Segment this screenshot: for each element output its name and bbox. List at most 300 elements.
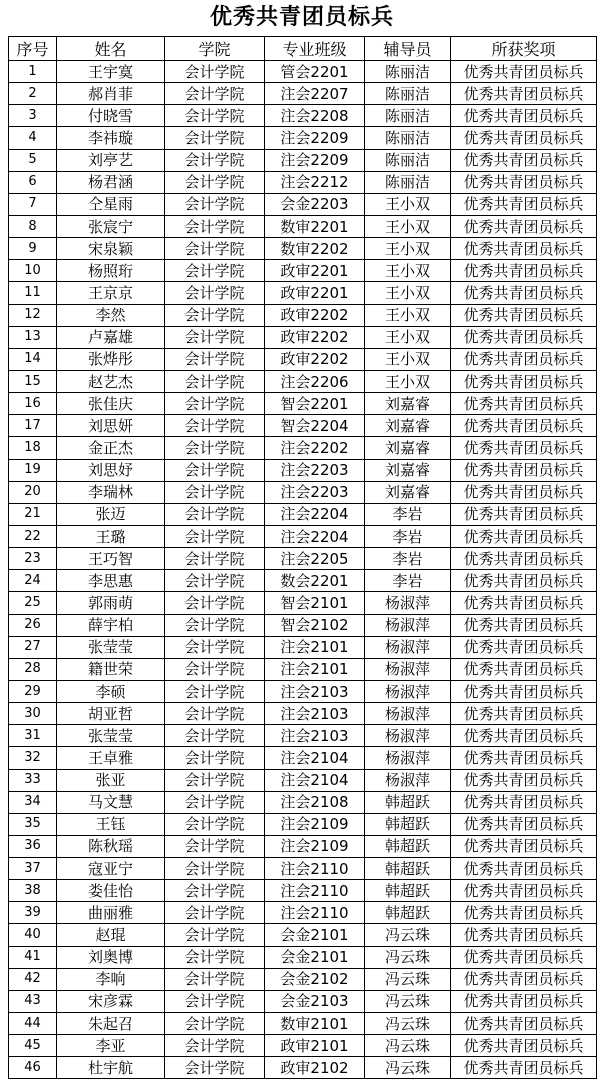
table-row xyxy=(9,570,597,592)
cell-seq: 3 xyxy=(9,105,57,127)
table-row xyxy=(9,813,597,835)
cell-class: 政审2202 xyxy=(265,326,365,348)
cell-seq: 39 xyxy=(9,902,57,924)
cell-award: 优秀共青团员标兵 xyxy=(451,946,597,968)
cell-counselor: 冯云珠 xyxy=(365,1013,451,1035)
cell-seq: 27 xyxy=(9,636,57,658)
cell-seq: 38 xyxy=(9,880,57,902)
cell-counselor: 陈丽洁 xyxy=(365,127,451,149)
cell-class: 会金2203 xyxy=(265,193,365,215)
page-title: 优秀共青团员标兵 xyxy=(209,5,394,30)
cell-seq: 4 xyxy=(9,127,57,149)
cell-name: 杨照珩 xyxy=(57,260,165,282)
table-row xyxy=(9,924,597,946)
cell-award: 优秀共青团员标兵 xyxy=(451,481,597,503)
cell-counselor: 冯云珠 xyxy=(365,1035,451,1057)
table-row xyxy=(9,968,597,990)
cell-counselor: 冯云珠 xyxy=(365,946,451,968)
cell-award: 优秀共青团员标兵 xyxy=(451,282,597,304)
cell-seq: 11 xyxy=(9,282,57,304)
cell-seq: 42 xyxy=(9,968,57,990)
cell-name: 张烨彤 xyxy=(57,348,165,370)
cell-class: 智会2204 xyxy=(265,415,365,437)
cell-counselor: 刘嘉睿 xyxy=(365,459,451,481)
cell-seq: 30 xyxy=(9,703,57,725)
cell-award: 优秀共青团员标兵 xyxy=(451,769,597,791)
cell-counselor: 杨淑萍 xyxy=(365,658,451,680)
table-row xyxy=(9,658,597,680)
table-row xyxy=(9,990,597,1012)
cell-name: 张莹莹 xyxy=(57,725,165,747)
cell-award: 优秀共青团员标兵 xyxy=(451,968,597,990)
cell-counselor: 刘嘉睿 xyxy=(365,393,451,415)
cell-seq: 7 xyxy=(9,193,57,215)
cell-counselor: 李岩 xyxy=(365,548,451,570)
cell-counselor: 王小双 xyxy=(365,282,451,304)
cell-seq: 32 xyxy=(9,747,57,769)
cell-name: 赵艺杰 xyxy=(57,370,165,392)
table-row xyxy=(9,326,597,348)
cell-seq: 23 xyxy=(9,548,57,570)
cell-class: 注会2202 xyxy=(265,437,365,459)
header-name: 姓名 xyxy=(57,37,165,61)
cell-name: 张莹莹 xyxy=(57,636,165,658)
header-class: 专业班级 xyxy=(265,37,365,61)
cell-college: 会计学院 xyxy=(165,437,265,459)
cell-class: 数审2201 xyxy=(265,215,365,237)
cell-class: 政审2102 xyxy=(265,1057,365,1079)
cell-name: 金正杰 xyxy=(57,437,165,459)
cell-seq: 24 xyxy=(9,570,57,592)
cell-class: 数会2201 xyxy=(265,570,365,592)
cell-counselor: 杨淑萍 xyxy=(365,747,451,769)
cell-name: 宋泉颖 xyxy=(57,238,165,260)
table-row xyxy=(9,858,597,880)
cell-college: 会计学院 xyxy=(165,570,265,592)
cell-class: 智会2102 xyxy=(265,614,365,636)
cell-college: 会计学院 xyxy=(165,105,265,127)
cell-seq: 15 xyxy=(9,370,57,392)
cell-name: 王宇寞 xyxy=(57,61,165,83)
cell-award: 优秀共青团员标兵 xyxy=(451,1057,597,1079)
table-row xyxy=(9,437,597,459)
cell-college: 会计学院 xyxy=(165,791,265,813)
cell-college: 会计学院 xyxy=(165,1013,265,1035)
table-row xyxy=(9,393,597,415)
cell-award: 优秀共青团员标兵 xyxy=(451,415,597,437)
cell-counselor: 刘嘉睿 xyxy=(365,437,451,459)
cell-college: 会计学院 xyxy=(165,282,265,304)
cell-counselor: 杨淑萍 xyxy=(365,725,451,747)
cell-name: 李亚 xyxy=(57,1035,165,1057)
cell-counselor: 陈丽洁 xyxy=(365,171,451,193)
table-row xyxy=(9,614,597,636)
cell-college: 会计学院 xyxy=(165,83,265,105)
cell-college: 会计学院 xyxy=(165,968,265,990)
cell-award: 优秀共青团员标兵 xyxy=(451,880,597,902)
cell-college: 会计学院 xyxy=(165,592,265,614)
cell-counselor: 韩超跃 xyxy=(365,858,451,880)
table-row xyxy=(9,902,597,924)
cell-class: 注会2109 xyxy=(265,813,365,835)
document-sheet xyxy=(8,0,596,1079)
cell-counselor: 杨淑萍 xyxy=(365,614,451,636)
cell-award: 优秀共青团员标兵 xyxy=(451,193,597,215)
cell-college: 会计学院 xyxy=(165,835,265,857)
table-row xyxy=(9,835,597,857)
cell-college: 会计学院 xyxy=(165,459,265,481)
table-row xyxy=(9,525,597,547)
cell-college: 会计学院 xyxy=(165,636,265,658)
cell-college: 会计学院 xyxy=(165,348,265,370)
cell-award: 优秀共青团员标兵 xyxy=(451,215,597,237)
table-row xyxy=(9,548,597,570)
table-row xyxy=(9,946,597,968)
cell-award: 优秀共青团员标兵 xyxy=(451,725,597,747)
cell-class: 注会2103 xyxy=(265,703,365,725)
cell-seq: 35 xyxy=(9,813,57,835)
cell-class: 会金2101 xyxy=(265,924,365,946)
cell-name: 刘奥博 xyxy=(57,946,165,968)
table-row xyxy=(9,747,597,769)
cell-name: 王钰 xyxy=(57,813,165,835)
cell-name: 王卓雅 xyxy=(57,747,165,769)
cell-seq: 1 xyxy=(9,61,57,83)
cell-college: 会计学院 xyxy=(165,769,265,791)
cell-name: 李响 xyxy=(57,968,165,990)
cell-seq: 22 xyxy=(9,525,57,547)
table-row xyxy=(9,215,597,237)
cell-college: 会计学院 xyxy=(165,924,265,946)
cell-seq: 25 xyxy=(9,592,57,614)
table-row xyxy=(9,61,597,83)
cell-award: 优秀共青团员标兵 xyxy=(451,348,597,370)
cell-college: 会计学院 xyxy=(165,370,265,392)
cell-name: 李硕 xyxy=(57,680,165,702)
cell-seq: 34 xyxy=(9,791,57,813)
cell-college: 会计学院 xyxy=(165,481,265,503)
cell-name: 马文慧 xyxy=(57,791,165,813)
cell-award: 优秀共青团员标兵 xyxy=(451,105,597,127)
table-row xyxy=(9,171,597,193)
cell-name: 朱起召 xyxy=(57,1013,165,1035)
cell-class: 注会2103 xyxy=(265,725,365,747)
cell-counselor: 杨淑萍 xyxy=(365,769,451,791)
table-row xyxy=(9,703,597,725)
cell-college: 会计学院 xyxy=(165,260,265,282)
cell-award: 优秀共青团员标兵 xyxy=(451,83,597,105)
cell-name: 李思惠 xyxy=(57,570,165,592)
cell-name: 寇亚宁 xyxy=(57,858,165,880)
cell-seq: 26 xyxy=(9,614,57,636)
cell-class: 注会2203 xyxy=(265,481,365,503)
cell-college: 会计学院 xyxy=(165,813,265,835)
table-row xyxy=(9,636,597,658)
cell-class: 注会2209 xyxy=(265,149,365,171)
cell-name: 郝肖菲 xyxy=(57,83,165,105)
cell-seq: 40 xyxy=(9,924,57,946)
table-row xyxy=(9,459,597,481)
table-row xyxy=(9,415,597,437)
table-row xyxy=(9,1057,597,1079)
table-body xyxy=(9,61,597,1079)
cell-award: 优秀共青团员标兵 xyxy=(451,260,597,282)
cell-college: 会计学院 xyxy=(165,149,265,171)
cell-college: 会计学院 xyxy=(165,1035,265,1057)
cell-seq: 8 xyxy=(9,215,57,237)
cell-award: 优秀共青团员标兵 xyxy=(451,614,597,636)
header-college: 学院 xyxy=(165,37,265,61)
cell-award: 优秀共青团员标兵 xyxy=(451,680,597,702)
cell-award: 优秀共青团员标兵 xyxy=(451,747,597,769)
table-row xyxy=(9,304,597,326)
table-row xyxy=(9,503,597,525)
cell-award: 优秀共青团员标兵 xyxy=(451,149,597,171)
cell-class: 注会2203 xyxy=(265,459,365,481)
cell-name: 籍世荣 xyxy=(57,658,165,680)
honor-table xyxy=(8,36,597,1079)
cell-counselor: 韩超跃 xyxy=(365,902,451,924)
cell-college: 会计学院 xyxy=(165,304,265,326)
cell-award: 优秀共青团员标兵 xyxy=(451,636,597,658)
cell-seq: 21 xyxy=(9,503,57,525)
cell-college: 会计学院 xyxy=(165,503,265,525)
cell-name: 张亚 xyxy=(57,769,165,791)
cell-class: 政审2202 xyxy=(265,304,365,326)
cell-seq: 18 xyxy=(9,437,57,459)
cell-college: 会计学院 xyxy=(165,127,265,149)
cell-college: 会计学院 xyxy=(165,680,265,702)
cell-counselor: 韩超跃 xyxy=(365,813,451,835)
cell-award: 优秀共青团员标兵 xyxy=(451,990,597,1012)
cell-name: 杜宇航 xyxy=(57,1057,165,1079)
table-header-row xyxy=(9,37,597,61)
cell-class: 管会2201 xyxy=(265,61,365,83)
cell-counselor: 王小双 xyxy=(365,238,451,260)
cell-seq: 31 xyxy=(9,725,57,747)
cell-award: 优秀共青团员标兵 xyxy=(451,503,597,525)
cell-class: 注会2212 xyxy=(265,171,365,193)
cell-college: 会计学院 xyxy=(165,171,265,193)
cell-college: 会计学院 xyxy=(165,880,265,902)
cell-college: 会计学院 xyxy=(165,238,265,260)
cell-class: 注会2101 xyxy=(265,636,365,658)
cell-name: 曲丽雅 xyxy=(57,902,165,924)
cell-college: 会计学院 xyxy=(165,193,265,215)
cell-seq: 46 xyxy=(9,1057,57,1079)
cell-counselor: 王小双 xyxy=(365,370,451,392)
cell-class: 会金2103 xyxy=(265,990,365,1012)
cell-name: 郭雨萌 xyxy=(57,592,165,614)
cell-seq: 10 xyxy=(9,260,57,282)
cell-class: 数审2101 xyxy=(265,1013,365,1035)
cell-seq: 43 xyxy=(9,990,57,1012)
cell-counselor: 杨淑萍 xyxy=(365,703,451,725)
cell-counselor: 冯云珠 xyxy=(365,924,451,946)
cell-class: 政审2201 xyxy=(265,260,365,282)
cell-name: 胡亚哲 xyxy=(57,703,165,725)
cell-name: 卢嘉雄 xyxy=(57,326,165,348)
cell-award: 优秀共青团员标兵 xyxy=(451,813,597,835)
cell-counselor: 王小双 xyxy=(365,215,451,237)
cell-counselor: 李岩 xyxy=(365,525,451,547)
cell-college: 会计学院 xyxy=(165,215,265,237)
table-row xyxy=(9,149,597,171)
cell-seq: 37 xyxy=(9,858,57,880)
cell-award: 优秀共青团员标兵 xyxy=(451,1013,597,1035)
cell-college: 会计学院 xyxy=(165,548,265,570)
cell-counselor: 冯云珠 xyxy=(365,1057,451,1079)
table-row xyxy=(9,370,597,392)
table-row xyxy=(9,592,597,614)
cell-seq: 14 xyxy=(9,348,57,370)
cell-counselor: 韩超跃 xyxy=(365,835,451,857)
cell-name: 李祎璇 xyxy=(57,127,165,149)
cell-college: 会计学院 xyxy=(165,902,265,924)
cell-counselor: 陈丽洁 xyxy=(365,61,451,83)
cell-award: 优秀共青团员标兵 xyxy=(451,902,597,924)
cell-college: 会计学院 xyxy=(165,415,265,437)
cell-counselor: 杨淑萍 xyxy=(365,592,451,614)
cell-counselor: 韩超跃 xyxy=(365,880,451,902)
cell-seq: 16 xyxy=(9,393,57,415)
cell-name: 仝星雨 xyxy=(57,193,165,215)
cell-class: 注会2206 xyxy=(265,370,365,392)
cell-name: 李瑞林 xyxy=(57,481,165,503)
cell-class: 数审2202 xyxy=(265,238,365,260)
cell-counselor: 冯云珠 xyxy=(365,968,451,990)
cell-name: 薛宇柏 xyxy=(57,614,165,636)
cell-class: 注会2108 xyxy=(265,791,365,813)
cell-college: 会计学院 xyxy=(165,393,265,415)
cell-seq: 2 xyxy=(9,83,57,105)
cell-college: 会计学院 xyxy=(165,525,265,547)
cell-seq: 36 xyxy=(9,835,57,857)
cell-seq: 44 xyxy=(9,1013,57,1035)
cell-counselor: 陈丽洁 xyxy=(365,105,451,127)
cell-award: 优秀共青团员标兵 xyxy=(451,127,597,149)
cell-name: 娄佳怡 xyxy=(57,880,165,902)
cell-class: 政审2202 xyxy=(265,348,365,370)
cell-class: 注会2208 xyxy=(265,105,365,127)
cell-class: 会金2102 xyxy=(265,968,365,990)
table-row xyxy=(9,193,597,215)
cell-name: 王璐 xyxy=(57,525,165,547)
cell-name: 刘思妍 xyxy=(57,415,165,437)
cell-counselor: 李岩 xyxy=(365,570,451,592)
cell-seq: 6 xyxy=(9,171,57,193)
cell-award: 优秀共青团员标兵 xyxy=(451,459,597,481)
cell-seq: 33 xyxy=(9,769,57,791)
cell-class: 注会2204 xyxy=(265,503,365,525)
cell-counselor: 王小双 xyxy=(365,326,451,348)
cell-counselor: 冯云珠 xyxy=(365,990,451,1012)
cell-class: 智会2201 xyxy=(265,393,365,415)
cell-class: 注会2104 xyxy=(265,747,365,769)
cell-award: 优秀共青团员标兵 xyxy=(451,171,597,193)
cell-class: 注会2205 xyxy=(265,548,365,570)
cell-class: 注会2101 xyxy=(265,658,365,680)
table-row xyxy=(9,127,597,149)
cell-college: 会计学院 xyxy=(165,725,265,747)
table-row xyxy=(9,83,597,105)
cell-seq: 19 xyxy=(9,459,57,481)
cell-name: 王京京 xyxy=(57,282,165,304)
cell-name: 李然 xyxy=(57,304,165,326)
cell-award: 优秀共青团员标兵 xyxy=(451,658,597,680)
table-row xyxy=(9,260,597,282)
cell-college: 会计学院 xyxy=(165,1057,265,1079)
cell-award: 优秀共青团员标兵 xyxy=(451,370,597,392)
cell-name: 杨君涵 xyxy=(57,171,165,193)
cell-class: 注会2109 xyxy=(265,835,365,857)
cell-class: 注会2110 xyxy=(265,858,365,880)
cell-college: 会计学院 xyxy=(165,747,265,769)
cell-award: 优秀共青团员标兵 xyxy=(451,1035,597,1057)
cell-college: 会计学院 xyxy=(165,946,265,968)
header-award: 所获奖项 xyxy=(451,37,597,61)
cell-seq: 45 xyxy=(9,1035,57,1057)
cell-seq: 20 xyxy=(9,481,57,503)
table-row xyxy=(9,282,597,304)
cell-class: 注会2104 xyxy=(265,769,365,791)
cell-award: 优秀共青团员标兵 xyxy=(451,304,597,326)
cell-name: 张佳庆 xyxy=(57,393,165,415)
cell-class: 注会2209 xyxy=(265,127,365,149)
cell-seq: 13 xyxy=(9,326,57,348)
cell-seq: 5 xyxy=(9,149,57,171)
cell-seq: 28 xyxy=(9,658,57,680)
cell-award: 优秀共青团员标兵 xyxy=(451,592,597,614)
cell-award: 优秀共青团员标兵 xyxy=(451,548,597,570)
table-row xyxy=(9,1035,597,1057)
cell-class: 智会2101 xyxy=(265,592,365,614)
header-seq: 序号 xyxy=(9,37,57,61)
cell-counselor: 韩超跃 xyxy=(365,791,451,813)
cell-counselor: 王小双 xyxy=(365,348,451,370)
table-row xyxy=(9,1013,597,1035)
cell-college: 会计学院 xyxy=(165,658,265,680)
cell-seq: 29 xyxy=(9,680,57,702)
cell-seq: 12 xyxy=(9,304,57,326)
cell-name: 刘思妤 xyxy=(57,459,165,481)
cell-name: 张宸宁 xyxy=(57,215,165,237)
table-row xyxy=(9,880,597,902)
cell-award: 优秀共青团员标兵 xyxy=(451,393,597,415)
cell-counselor: 刘嘉睿 xyxy=(365,481,451,503)
cell-counselor: 李岩 xyxy=(365,503,451,525)
cell-class: 注会2110 xyxy=(265,880,365,902)
cell-name: 刘亭艺 xyxy=(57,149,165,171)
table-row xyxy=(9,725,597,747)
cell-counselor: 杨淑萍 xyxy=(365,680,451,702)
cell-name: 陈秋瑶 xyxy=(57,835,165,857)
cell-counselor: 王小双 xyxy=(365,260,451,282)
cell-counselor: 刘嘉睿 xyxy=(365,415,451,437)
cell-counselor: 陈丽洁 xyxy=(365,83,451,105)
cell-name: 王巧智 xyxy=(57,548,165,570)
cell-seq: 41 xyxy=(9,946,57,968)
cell-name: 赵琨 xyxy=(57,924,165,946)
table-row xyxy=(9,481,597,503)
cell-college: 会计学院 xyxy=(165,614,265,636)
table-row xyxy=(9,791,597,813)
cell-seq: 17 xyxy=(9,415,57,437)
cell-seq: 9 xyxy=(9,238,57,260)
cell-class: 注会2110 xyxy=(265,902,365,924)
cell-award: 优秀共青团员标兵 xyxy=(451,437,597,459)
cell-award: 优秀共青团员标兵 xyxy=(451,924,597,946)
